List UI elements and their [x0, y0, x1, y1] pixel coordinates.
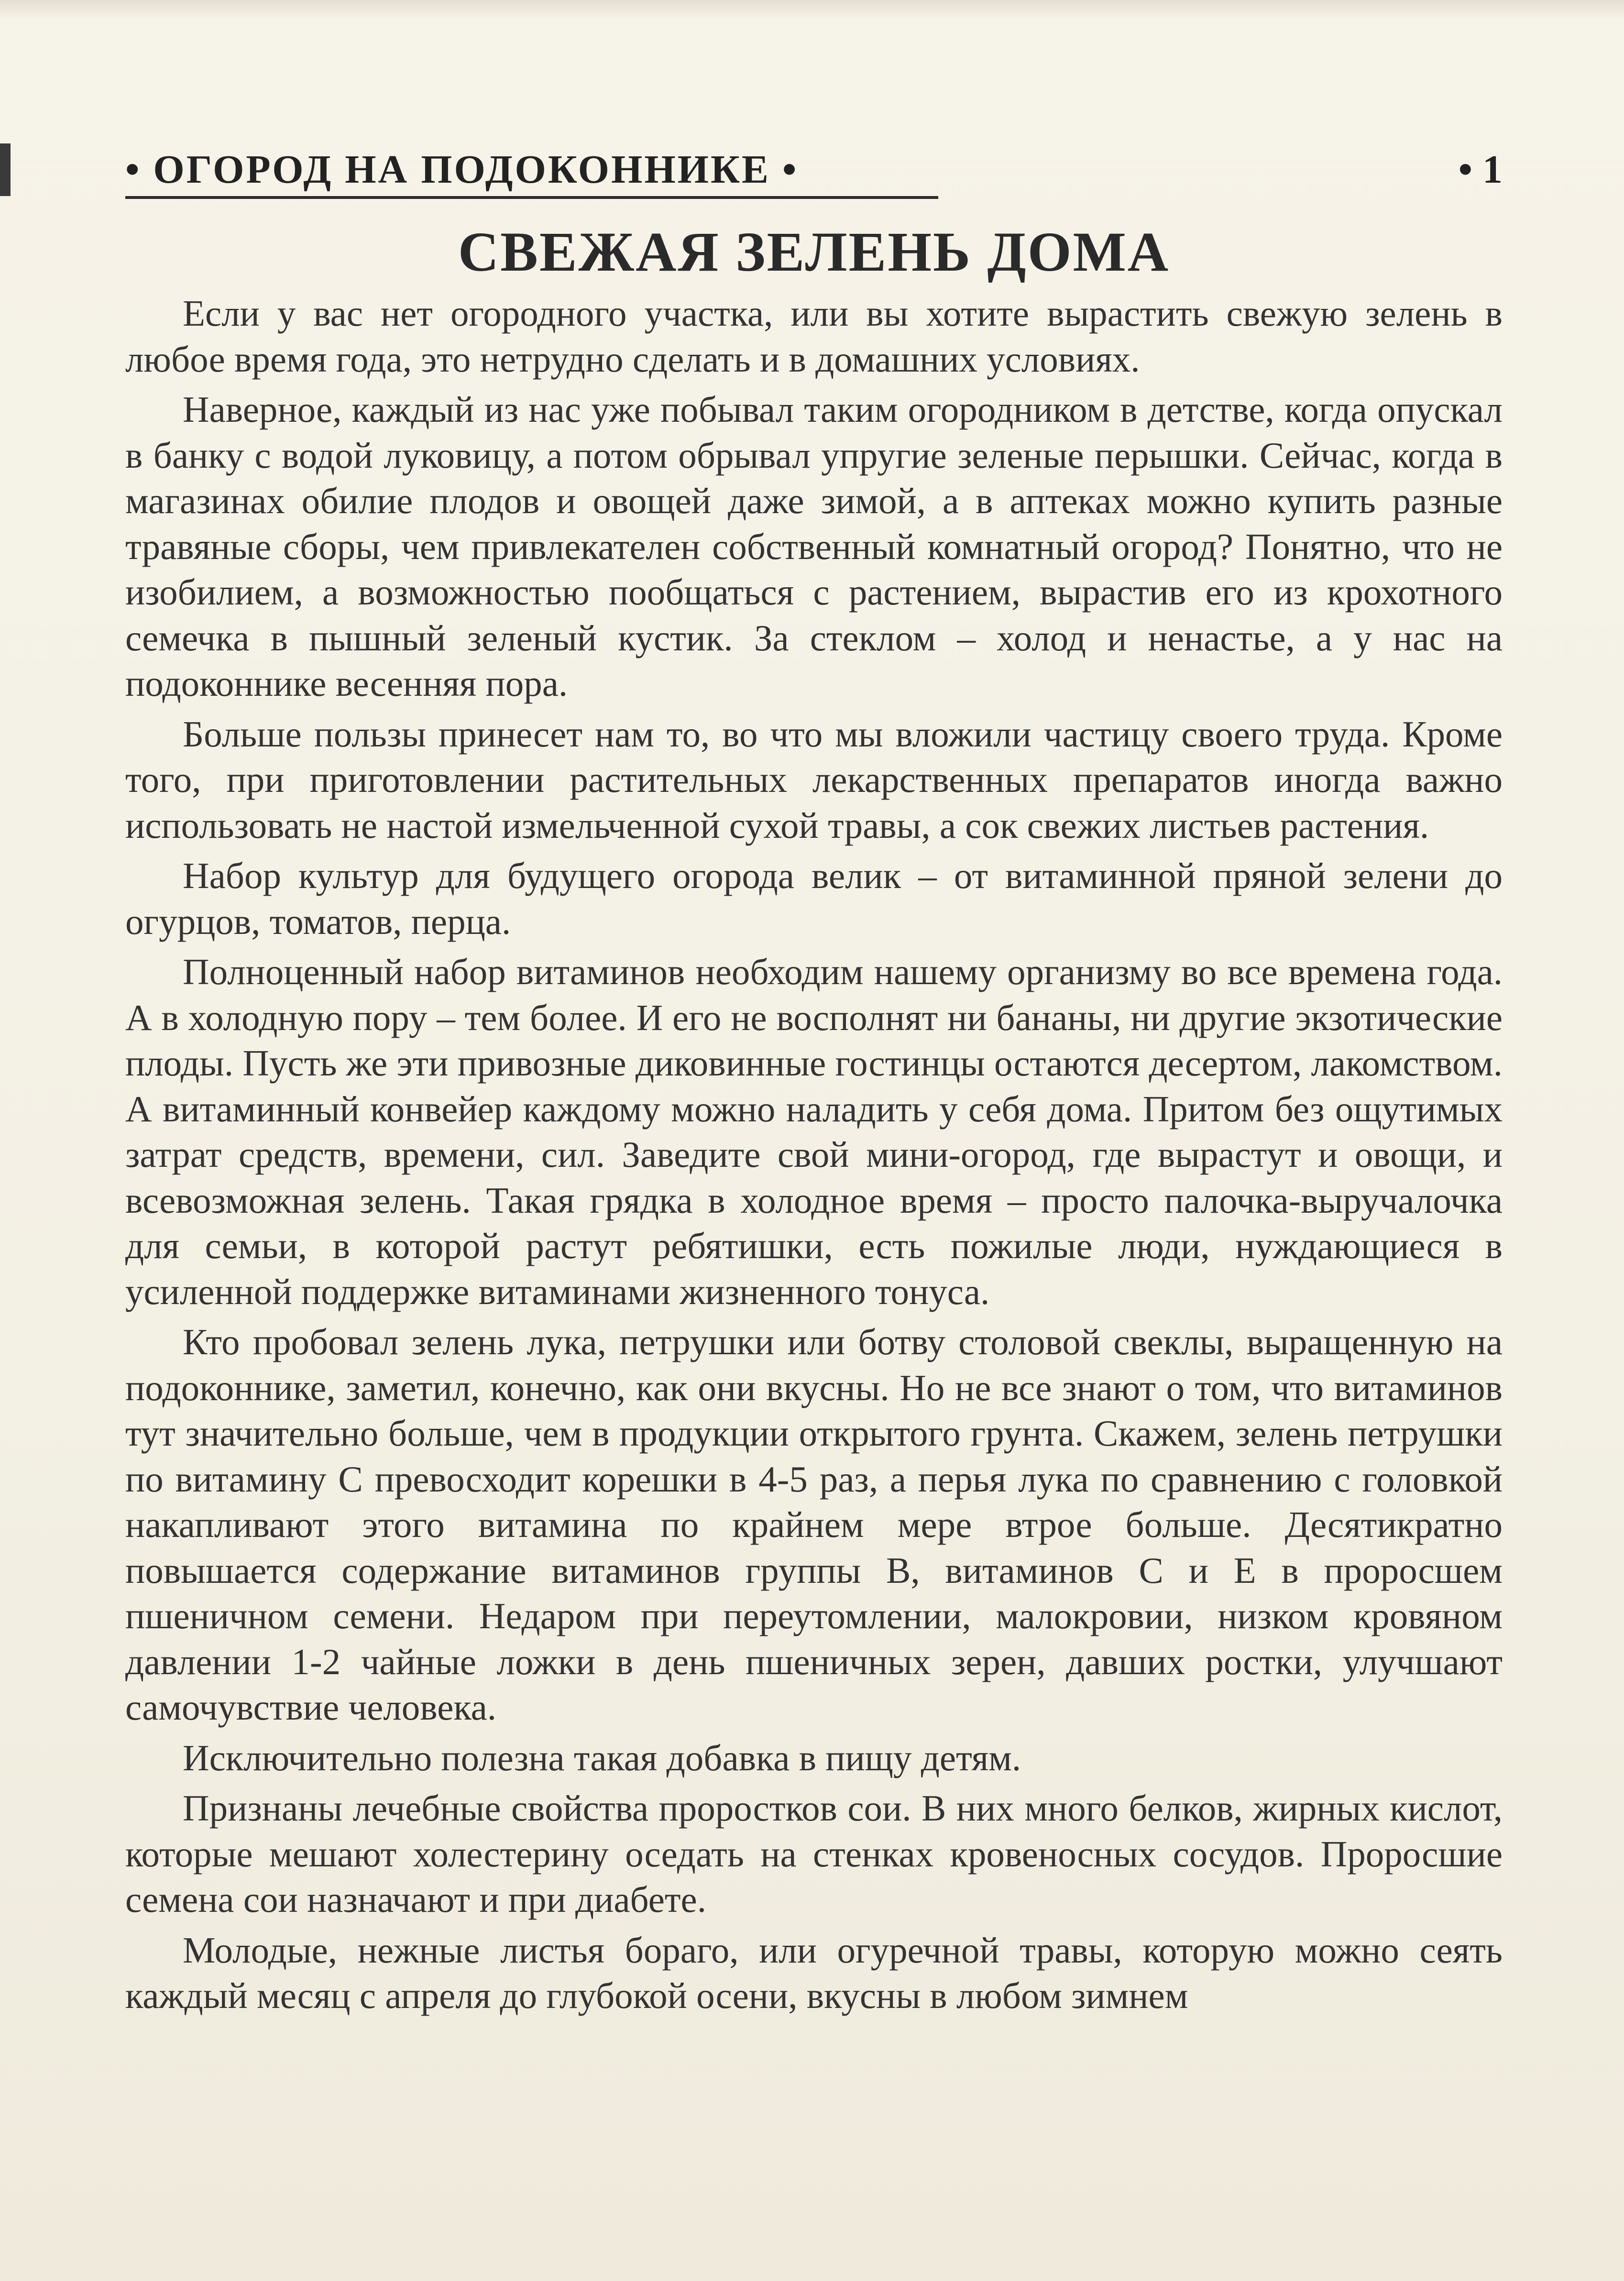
paragraph: Наверное, каждый из нас уже побывал таким огородником в детстве, когда опускал в банку с водой луковицу, а потом обрывал упругие зеленые перышки. Сейчас, когда в магазинах обилие плодов и овощей даже зимой, а в аптеках можно купить разные травяные сборы, чем привлекателен собственный комнатный огород? Понятно, что не изобилием, а возможностью пообщаться с растением, вырастив его из крохотного семечка в пышный зеленый кустик. За стеклом – холод и ненастье, а у нас на подоконнике весенняя пора.	[125, 389, 1503, 704]
binding-mark	[0, 143, 11, 196]
paragraph: Исключительно полезна такая добавка в пищу детям.	[183, 1737, 1021, 1778]
paragraph: Кто пробовал зелень лука, петрушки или ботву столовой свеклы, выращенную на подоконнике, заметил, конечно, как они вкусны. Но не все знают о том, что витаминов тут значительно больше, чем в продукции открытого грунта. Скажем, зелень петрушки по витамину С превосходит корешки в 4-5 раз, а перья лука по сравнению с головкой накапливают этого витамина по крайнем мере втрое больше. Десятикратно повышается содержание витаминов группы В, витаминов С и Е в проросшем пшеничном семени. Недаром при переутомлении, малокровии, низком кровяном давлении 1-2 чайные ложки в день пшеничных зерен, давших ростки, улучшают самочувствие человека.	[125, 1321, 1503, 1728]
running-header-title: • ОГОРОД НА ПОДОКОННИКЕ •	[125, 147, 799, 192]
paragraph: Молодые, нежные листья бораго, или огуречной травы, которую можно сеять каждый месяц с апреля до глубокой осени, вкусны в любом зимнем	[125, 1929, 1503, 2016]
page-number: • 1	[1458, 147, 1503, 192]
chapter-title: СВЕЖАЯ ЗЕЛЕНЬ ДОМА	[458, 220, 1170, 283]
paragraph: Набор культур для будущего огорода велик – от витаминной пряной зелени до огурцов, томатов, перца.	[125, 855, 1503, 942]
paragraph: Больше пользы принесет нам то, во что мы вложили частицу своего труда. Кроме того, при приготовлении растительных лекарственных препаратов иногда важно использовать не настой измельченной сухой травы, а сок свежих листьев растения.	[125, 713, 1503, 846]
paragraph: Полноценный набор витаминов необходим нашему организму во все времена года. А в холодную пору – тем более. И его не восполнят ни бананы, ни другие экзотические плоды. Пусть же эти привозные диковинные гостинцы остаются десертом, лакомством. А витаминный конвейер каждому можно наладить у себя дома. Притом без ощутимых затрат средств, времени, сил. Заведите свой мини-огород, где вырастут и овощи, и всевозможная зелень. Такая грядка в холодное время – просто палочка-выручалочка для семьи, в которой растут ребятишки, есть пожилые люди, нуждающиеся в усиленной поддержке витаминами жизненного тонуса.	[125, 951, 1503, 1312]
header-underline	[125, 196, 938, 199]
paragraph: Признаны лечебные свойства проростков сои. В них много белков, жирных кислот, которые мешают холестерину оседать на стенках кровеносных сосудов. Проросшие семена сои назначают и при диабете.	[125, 1788, 1503, 1920]
body-text	[125, 291, 1503, 2024]
running-header	[125, 143, 1503, 196]
paragraph: Если у вас нет огородного участка, или вы хотите вырастить свежую зелень в любое время года, это нетрудно сделать и в домашних условиях.	[125, 293, 1503, 380]
page-top-edge	[0, 0, 1624, 19]
